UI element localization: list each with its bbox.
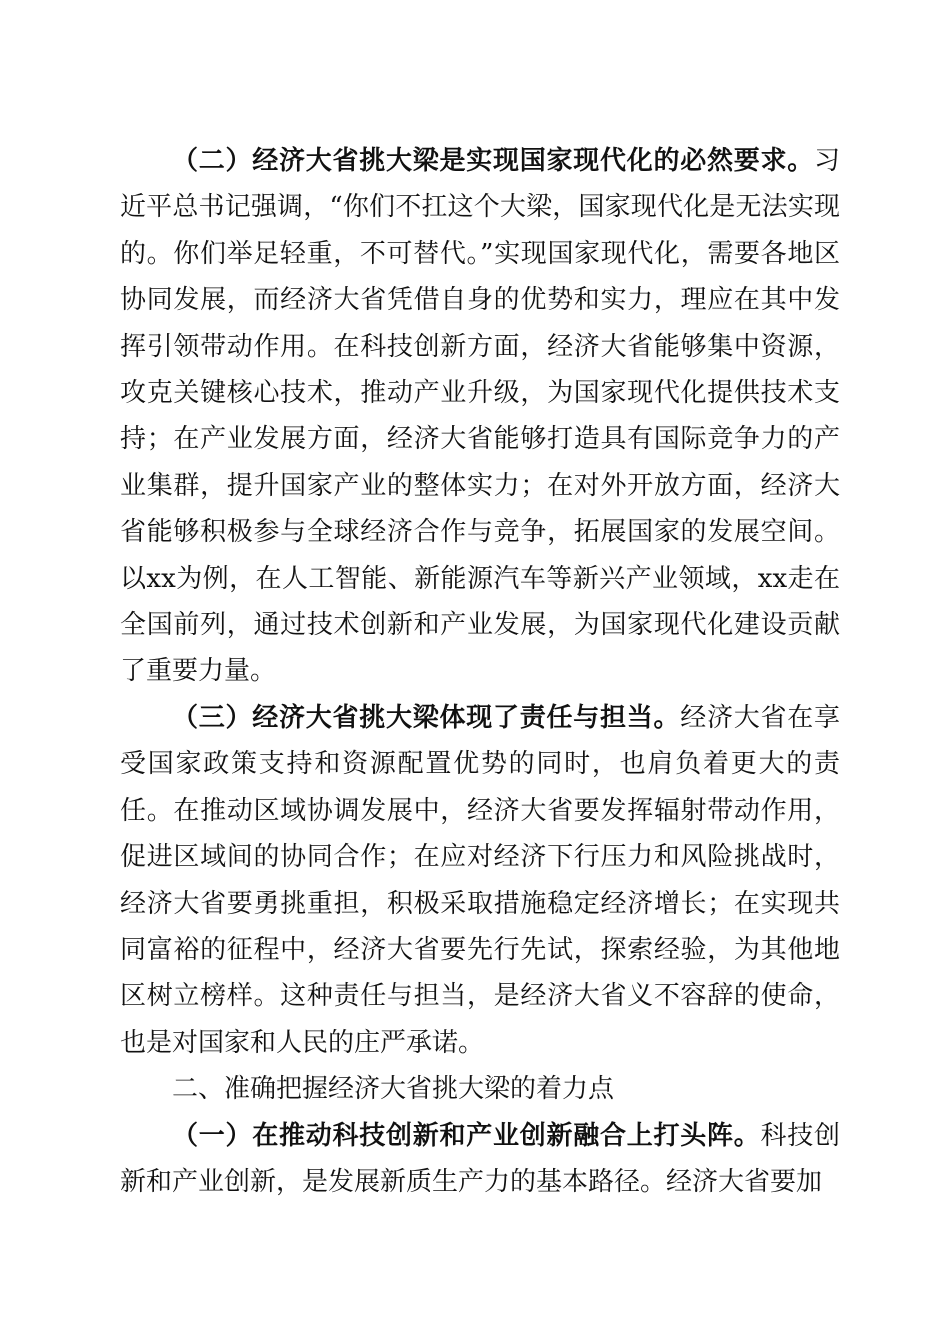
paragraph-lead: （一）在推动科技创新和产业创新融合上打头阵。	[172, 1120, 761, 1151]
paragraph-lead: （三）经济大省挑大梁体现了责任与担当。	[172, 702, 681, 733]
paragraph-lead: （二）经济大省挑大梁是实现国家现代化的必然要求。	[172, 146, 814, 176]
paragraph-text: 经济大省在享受国家政策支持和资源配置优势的同时，也肩负着更大的责任。在推动区域协调发展中，经济大省要发挥辐射带动作用，促进区域间的协同合作；在应对经济下行压力和风险挑战时，经济大省要勇挑重担，积极采取措施稳定经济增长；在实现共同富裕的征程中，经济大省要先行先试，探索经验，为其他地区树立榜样。这种责任与担当，是经济大省义不容辞的使命，也是对国家和人民的庄严承诺。	[120, 702, 840, 1058]
paragraph-responsibility	[120, 695, 840, 1066]
paragraph-text: 科技创新和产业创新，是发展新质生产力的基本路径。经济大省要加	[120, 1120, 840, 1197]
paragraph-text: 习近平总书记强调，“你们不扛这个大梁，国家现代化是无法实现的。你们举足轻重，不可替代。”实现国家现代化，需要各地区协同发展，而经济大省凭借自身的优势和实力，理应在其中发挥引领带动作用。在科技创新方面，经济大省能够集中资源，攻克关键核心技术，推动产业升级，为国家现代化提供技术支持；在产业发展方面，经济大省能够打造具有国际竞争力的产业集群，提升国家产业的整体实力；在对外开放方面，经济大省能够积极参与全球经济合作与竞争，拓展国家的发展空间。以xx为例，在人工智能、新能源汽车等新兴产业领域，xx走在全国前列，通过技术创新和产业发展，为国家现代化建设贡献了重要力量。	[120, 146, 840, 687]
paragraph-modernization-requirement	[120, 138, 840, 695]
section-heading: 二、准确把握经济大省挑大梁的着力点	[172, 1074, 615, 1105]
document-body	[120, 138, 840, 1205]
paragraph-tech-innovation	[120, 1113, 840, 1206]
